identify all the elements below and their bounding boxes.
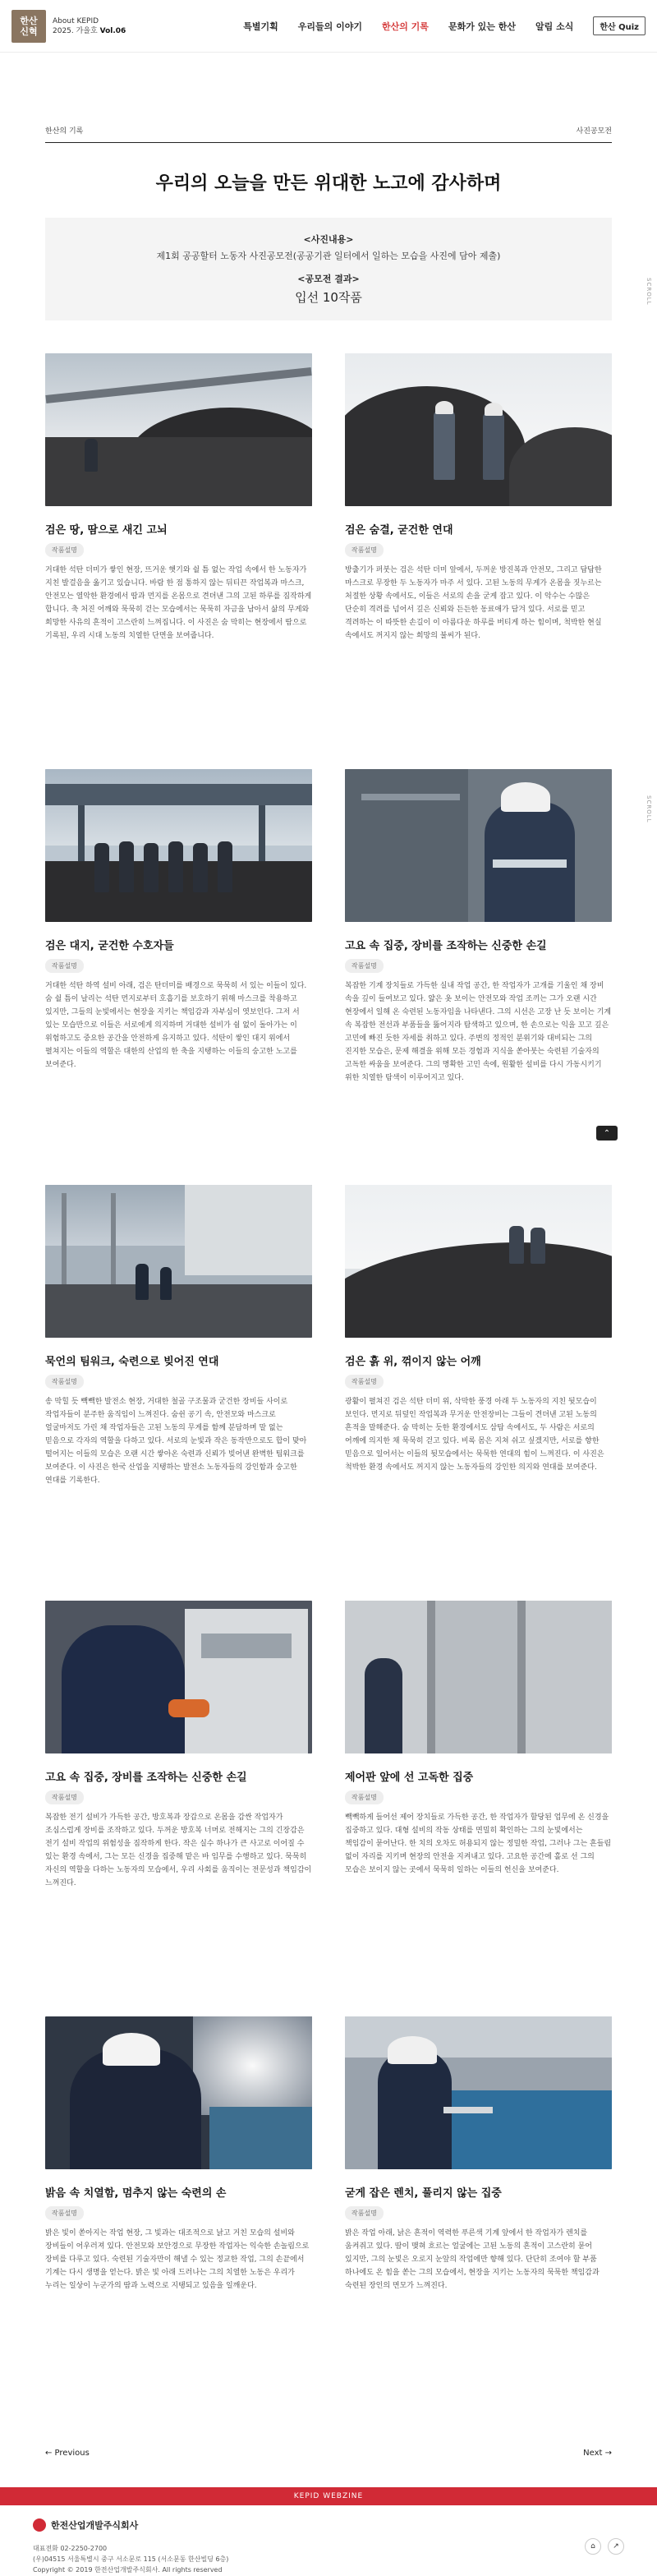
- entry-title: 굳게 잡은 렌치, 풀리지 않는 집중: [345, 2187, 502, 2200]
- entry-photo[interactable]: [45, 2016, 312, 2169]
- nav-item-record[interactable]: 한산의 기록: [381, 21, 429, 32]
- entry-title: 검은 땅, 땀으로 새긴 고뇌: [45, 524, 168, 537]
- footer-logo[interactable]: [33, 2518, 624, 2532]
- footer-phone: 대표전화 02-2250-2700: [33, 2545, 108, 2552]
- nav-item-culture[interactable]: 문화가 있는 한산: [448, 21, 516, 32]
- footer-address: (우)04515 서울특별시 중구 서소문로 115 (서소문동 한산빌딩 6층): [33, 2555, 229, 2563]
- photo-worker-right: [483, 412, 504, 480]
- photo-unloader: [45, 784, 312, 805]
- footer-banner: KEPID WEBZINE: [0, 2487, 657, 2505]
- entry-title: 묵언의 팀워크, 숙련으로 빚어진 연대: [45, 1356, 219, 1368]
- breadcrumb-section[interactable]: 한산의 기록: [45, 127, 84, 136]
- footer-copyright: Copyright © 2019 한전산업개발주식회사. All rights reserved: [33, 2566, 223, 2574]
- brand-info: [53, 16, 126, 36]
- scroll-top-button[interactable]: ⌃: [596, 1126, 618, 1141]
- photo-worker: [193, 843, 208, 892]
- entry-description: 방출기가 퍼붓는 검은 석탄 더미 앞에서, 두꺼운 방진복과 안전모, 그리고 답답한 마스크로 무장한 두 노동자가 마주 서 있다. 고된 노동의 무게가 온몸을 짓누르는 처절한 상황 속에서도, 이들은 서로의 손을 굳게 잡고 있다. 이 악수는 수많은 단순히 격려를 넘어서 깊은 신뢰와 든든한 동료애가 담겨 있다. 서로를 믿고 격려하는 이 따뜻한 손길이 이 아름다운 하루를 버티게 하는 힘이며, 척박한 현실 속에서도 꺼지지 않는 희망의 불씨가 된다.: [345, 566, 602, 640]
- photo-entry: [345, 353, 612, 769]
- photo-worker: [365, 1658, 402, 1753]
- photo-entry: [345, 1185, 612, 1601]
- photo-entry-grid: [45, 353, 612, 2432]
- photo-ground: [45, 1284, 312, 1338]
- photo-glove: [168, 1699, 209, 1717]
- info-text: 제1회 공공할터 노동자 사진공모전(공공기관 일터에서 일하는 모습을 사진에 담아 제출): [156, 251, 501, 261]
- entry-tag: 작품설명: [45, 2206, 84, 2220]
- photo-light-source: [193, 2016, 312, 2115]
- entry-tag: 작품설명: [45, 1375, 84, 1389]
- scroll-rail-label: SCROLL: [646, 278, 652, 306]
- photo-hat: [103, 2033, 160, 2066]
- entry-description: 거대한 석탄 하역 설비 아래, 검은 탄더미를 배경으로 묵묵히 서 있는 이들이 있다. 숨 쉴 틈이 날리는 석탄 먼지로부터 호흡기를 보호하기 위해 마스크를 착용하고 있지만, 그들의 눈빛에서는 현장을 지키는 책임감과 자부심이 엿보인다. 그저 서 있는 모습만으로 이들은 서로에게 의지하며 거대한 설비가 쉼 없이 돌아가는 이 위험하고도 중요한 공간을 안전하게 유지하고 있다. 석탄이 쌓인 대지 위에서 펼쳐지는 이들의 역할은 대한의 산업의 한 축을 지탱하는 이들의 숭고한 노고를 보여준다.: [45, 982, 307, 1069]
- photo-worker: [378, 2049, 452, 2169]
- photo-worker: [62, 1625, 185, 1753]
- photo-entry: [45, 353, 312, 769]
- photo-entry: [45, 2016, 312, 2432]
- photo-control-cabinet: [435, 1601, 517, 1753]
- entry-description: 송 막힐 듯 빽빽한 발전소 현장, 거대한 철골 구조물과 굳건한 장비들 사이로 작업자들이 분주한 움직임이 느껴진다. 숨쉰 공기 속, 안전모와 마스크로 얼굴마저도 가린 채 작업자들은 고된 노동의 무게를 함께 분담하며 말 없는 믿음으로 각자의 역할을 다하고 있다. 서로의 눈빛과 작은 동작만으로도 합이 맞아 떨어지는 이들의 모습은 오랜 시간 쌓아온 숙련과 신뢰가 빚어낸 완벽한 팀워크를 보여준다. 이 사진은 한국 산업을 지탱하는 발전소 노동자들의 강인함과 숭고한 연대를 기록한다.: [45, 1398, 307, 1485]
- photo-hat: [485, 403, 503, 416]
- next-link[interactable]: Next →: [583, 2449, 612, 2458]
- photo-control-cabinet: [526, 1601, 612, 1753]
- entry-photo[interactable]: [345, 1185, 612, 1338]
- photo-hat: [501, 782, 550, 812]
- photo-worker: [119, 841, 134, 892]
- photo-entry: [45, 1185, 312, 1601]
- entry-title: 검은 대지, 굳건한 수호자들: [45, 940, 174, 952]
- main-navigation: [243, 16, 646, 35]
- entry-description: 밝은 빛이 쏟아지는 작업 현장, 그 빛과는 대조적으로 낡고 거친 모습의 설비와 장비들이 어우러져 있다. 안전모와 보안경으로 무장한 작업자는 익숙한 손놀림으로 장비를 다루고 있다. 숙련된 기술자만이 해낼 수 있는 정교한 작업, 그의 손끝에서 기계는 다시 생명을 얻는다. 밝은 빛 아래 드러나는 그의 치열한 노동은 우리가 누리는 일상이 누군가의 땀과 노력으로 지탱되고 있음을 일깨운다.: [45, 2229, 310, 2290]
- previous-link[interactable]: ← Previous: [45, 2449, 90, 2458]
- photo-worker: [136, 1264, 149, 1300]
- photo-entry: [345, 769, 612, 1185]
- photo-worker: [94, 843, 109, 892]
- entry-tag: 작품설명: [345, 543, 384, 557]
- entry-title: 제어판 앞에 선 고독한 집중: [345, 1772, 474, 1784]
- contest-info-box: [45, 218, 612, 320]
- photo-sky: [45, 769, 312, 846]
- footer-icons: [585, 2538, 624, 2555]
- entry-tag: 작품설명: [345, 1375, 384, 1389]
- nav-item-news[interactable]: 알림 소식: [535, 21, 574, 32]
- entry-tag: 작품설명: [45, 959, 84, 973]
- photo-worker: [509, 1226, 524, 1264]
- photo-worker: [218, 841, 232, 892]
- photo-worker: [531, 1228, 545, 1264]
- photo-building: [185, 1185, 312, 1275]
- photo-wrench: [443, 2107, 493, 2113]
- breadcrumb: [45, 125, 612, 143]
- photo-worker: [85, 439, 98, 472]
- result-label: <공모전 결과>: [297, 274, 360, 284]
- logo-line1: 한산: [20, 15, 38, 26]
- entry-photo[interactable]: [345, 353, 612, 506]
- issue-season: 2025. 가을호: [53, 26, 98, 35]
- entry-tag: 작품설명: [45, 1790, 84, 1804]
- photo-hat: [435, 401, 453, 414]
- company-name: 한전산업개발주식회사: [51, 2520, 139, 2531]
- logo-line2: 신혁: [20, 25, 38, 37]
- photo-machinery: [345, 769, 468, 922]
- scroll-rail-label-2: SCROLL: [646, 795, 652, 823]
- breadcrumb-category[interactable]: 사진공모전: [576, 127, 612, 136]
- photo-entry: [345, 2016, 612, 2432]
- entry-photo[interactable]: [345, 2016, 612, 2169]
- entry-description: 광활이 펼쳐진 검은 석탄 더미 위, 삭막한 풍경 아래 두 노동자의 지친 뒷모습이 보인다. 먼지로 뒤덮인 작업복과 무거운 안전장비는 그들이 견뎌낸 고된 노동의 흔적을 말해준다. 숨 막히는 듯한 환경에서도 삼탑 속에서도, 두 사람은 서로의 어깨에 의지한 채 묵묵히 걷고 있다. 비록 몸은 지쳐 쉬고 싶겠지만, 서로를 향한 믿음으로 일어서는 이들의 뒷모습에서는 묵묵한 연대의 힘이 느껴진다. 이 사진은 척박한 환경 속에서도 꺼지지 않는 노동자들의 강인한 의지와 연대를 보여준다.: [345, 1398, 604, 1472]
- entry-tag: 작품설명: [45, 543, 84, 557]
- company-mark-icon: [33, 2518, 46, 2532]
- entry-title: 검은 흙 위, 꺾이지 않는 어깨: [345, 1356, 481, 1368]
- photo-worker: [160, 1267, 172, 1300]
- quiz-button[interactable]: 한산 Quiz: [593, 16, 646, 35]
- entry-photo[interactable]: [345, 769, 612, 922]
- photo-worker: [70, 2049, 201, 2169]
- entry-photo[interactable]: [45, 1185, 312, 1338]
- result-text: 입선 10작품: [295, 290, 362, 305]
- photo-hat: [388, 2036, 437, 2064]
- photo-entry: [45, 1601, 312, 2016]
- photo-machinery: [209, 2107, 312, 2169]
- webzine-logo[interactable]: [11, 10, 46, 43]
- site-footer: [0, 2505, 657, 2576]
- photo-worker: [168, 841, 183, 892]
- info-label: <사진내용>: [303, 234, 354, 245]
- entry-photo[interactable]: [45, 1601, 312, 1753]
- entry-photo[interactable]: [45, 353, 312, 506]
- brand-name: About KEPID: [53, 16, 99, 25]
- entry-photo[interactable]: [45, 769, 312, 922]
- entry-tag: 작품설명: [345, 1790, 384, 1804]
- site-header: [0, 0, 657, 53]
- entry-description: 밝은 작업 아래, 낡은 흔적이 역력한 푸른색 기계 앞에서 한 작업자가 렌치를 움켜쥐고 있다. 땀이 맺혀 흐르는 얼굴에는 고된 노동의 흔적이 고스란히 묻어 있지만, 그의 눈빛은 오로지 눈앞의 작업에만 향해 있다. 단단히 조여야 할 부품 하나에도 온 힘을 쏟는 그의 모습에서, 현장을 지키는 노동자의 묵묵한 책임감과 숙련된 장인의 면모가 느껴진다.: [345, 2229, 600, 2290]
- entry-title: 밝음 속 치열함, 멈추지 않는 숙련의 손: [45, 2187, 227, 2200]
- entry-description: 거대한 석탄 더미가 쌓인 현장, 뜨거운 햇기와 쉴 틈 없는 작업 속에서 한 노동자가 지친 발걸음을 옮기고 있습니다. 바람 한 점 통하지 않는 뒤티끈 작업복과 마스크, 안전모는 열악한 환경에서 땀과 먼지를 온몸으로 견뎌낸 그의 고된 하루를 짐작하게 합니다. 축 처진 어깨와 묵묵히 걷는 모습에서는 묵묵히 자금을 남아서 삶의 무게와 희망한 사유의 흔적이 고스란히 느껴집니다. 이 사진은 숨 막히는 현장에서 땀으로 기록된, 우리 시대 노동의 치열한 단면을 보여줍니다.: [45, 566, 312, 640]
- photo-entry: [45, 769, 312, 1185]
- photo-entry: [345, 1601, 612, 2016]
- entry-title: 고요 속 집중, 장비를 조작하는 신중한 손길: [45, 1772, 247, 1784]
- entry-description: 복잡한 전기 설비가 가득한 공간, 방호복과 장갑으로 온몸을 감싼 작업자가 조심스럽게 장비를 조작하고 있다. 두꺼운 방호복 너머로 전해지는 그의 긴장감은 전기 설비 작업의 위험성을 짐작하게 한다. 작은 실수 하나가 큰 사고로 이어질 수 있는 환경 속에서, 그는 모든 신경을 집중해 맡은 바 임무를 수행하고 있다. 묵묵히 자신의 역할을 다하는 노동자의 모습에서, 우리 사회를 움직이는 전문성과 책임감이 느껴진다.: [45, 1813, 312, 1887]
- photo-worker: [144, 843, 159, 892]
- issue-volume: Vol.06: [99, 26, 126, 35]
- nav-item-our-story[interactable]: 우리들의 이야기: [297, 21, 362, 32]
- nav-item-special[interactable]: 특별기획: [243, 21, 278, 32]
- entry-photo[interactable]: [345, 1601, 612, 1753]
- photo-worker-left: [434, 411, 455, 480]
- share-icon[interactable]: ↗: [608, 2538, 624, 2555]
- home-icon[interactable]: ⌂: [585, 2538, 601, 2555]
- entry-title: 고요 속 집중, 장비를 조작하는 신중한 손길: [345, 940, 547, 952]
- photo-panel: [185, 1609, 308, 1753]
- entry-description: 복잡한 기계 장치들로 가득한 실내 작업 공간, 한 작업자가 고개를 기울인 채 장비 속을 깊이 들여보고 있다. 얇은 옷 보이는 안전모와 작업 조끼는 그가 오랜 시간 현장에서 일해 온 숙련된 노동자임을 나타낸다. 그의 시선은 고장 난 듯 보이는 기계 속 복잡한 전선과 부품들을 뚫어지라 탐색하고 있으며, 한 손으로는 익을 꼬고 깊은 고민에 빠진 듯한 자세를 취하고 있다. 주변의 정적인 분위기와 대비되는 그의 진지한 모습은, 문제 해결을 위해 모든 경험과 지식을 쏟아붓는 숙련된 기술자의 고독한 싸움을 보여준다. 그의 명확한 고민 속에, 원활한 설비를 다시 가동시키기 위한 치열한 탐색이 이루어지고 있다.: [345, 982, 612, 1082]
- photo-ceiling: [345, 2016, 612, 2058]
- photo-reflective-vest: [493, 859, 567, 868]
- footer-info: [33, 2543, 624, 2575]
- entry-description: 빽빽하게 들어선 제어 장치들로 가득한 공간, 한 작업자가 할당된 업무에 온 신경을 집중하고 있다. 대형 설비의 작동 상태를 면밀히 확인하는 그의 눈빛에서는 책임감이 묻어난다. 한 치의 오차도 허용되지 않는 정밀한 작업, 그러나 그는 흔들림 없이 자리를 지키며 현장의 안전을 지켜내고 있다. 고요한 공간에 홀로 선 그의 모습은 보이지 않는 곳에서 묵묵히 일하는 이들의 헌신을 보여준다.: [345, 1813, 612, 1874]
- pagination: [45, 2449, 612, 2458]
- entry-tag: 작품설명: [345, 2206, 384, 2220]
- page-title: 우리의 오늘을 만든 위대한 노고에 감사하며: [155, 173, 502, 194]
- photo-pipe: [361, 794, 460, 800]
- entry-tag: 작품설명: [345, 959, 384, 973]
- photo-panel-detail: [201, 1634, 292, 1658]
- entry-title: 검은 숨결, 굳건한 연대: [345, 524, 453, 537]
